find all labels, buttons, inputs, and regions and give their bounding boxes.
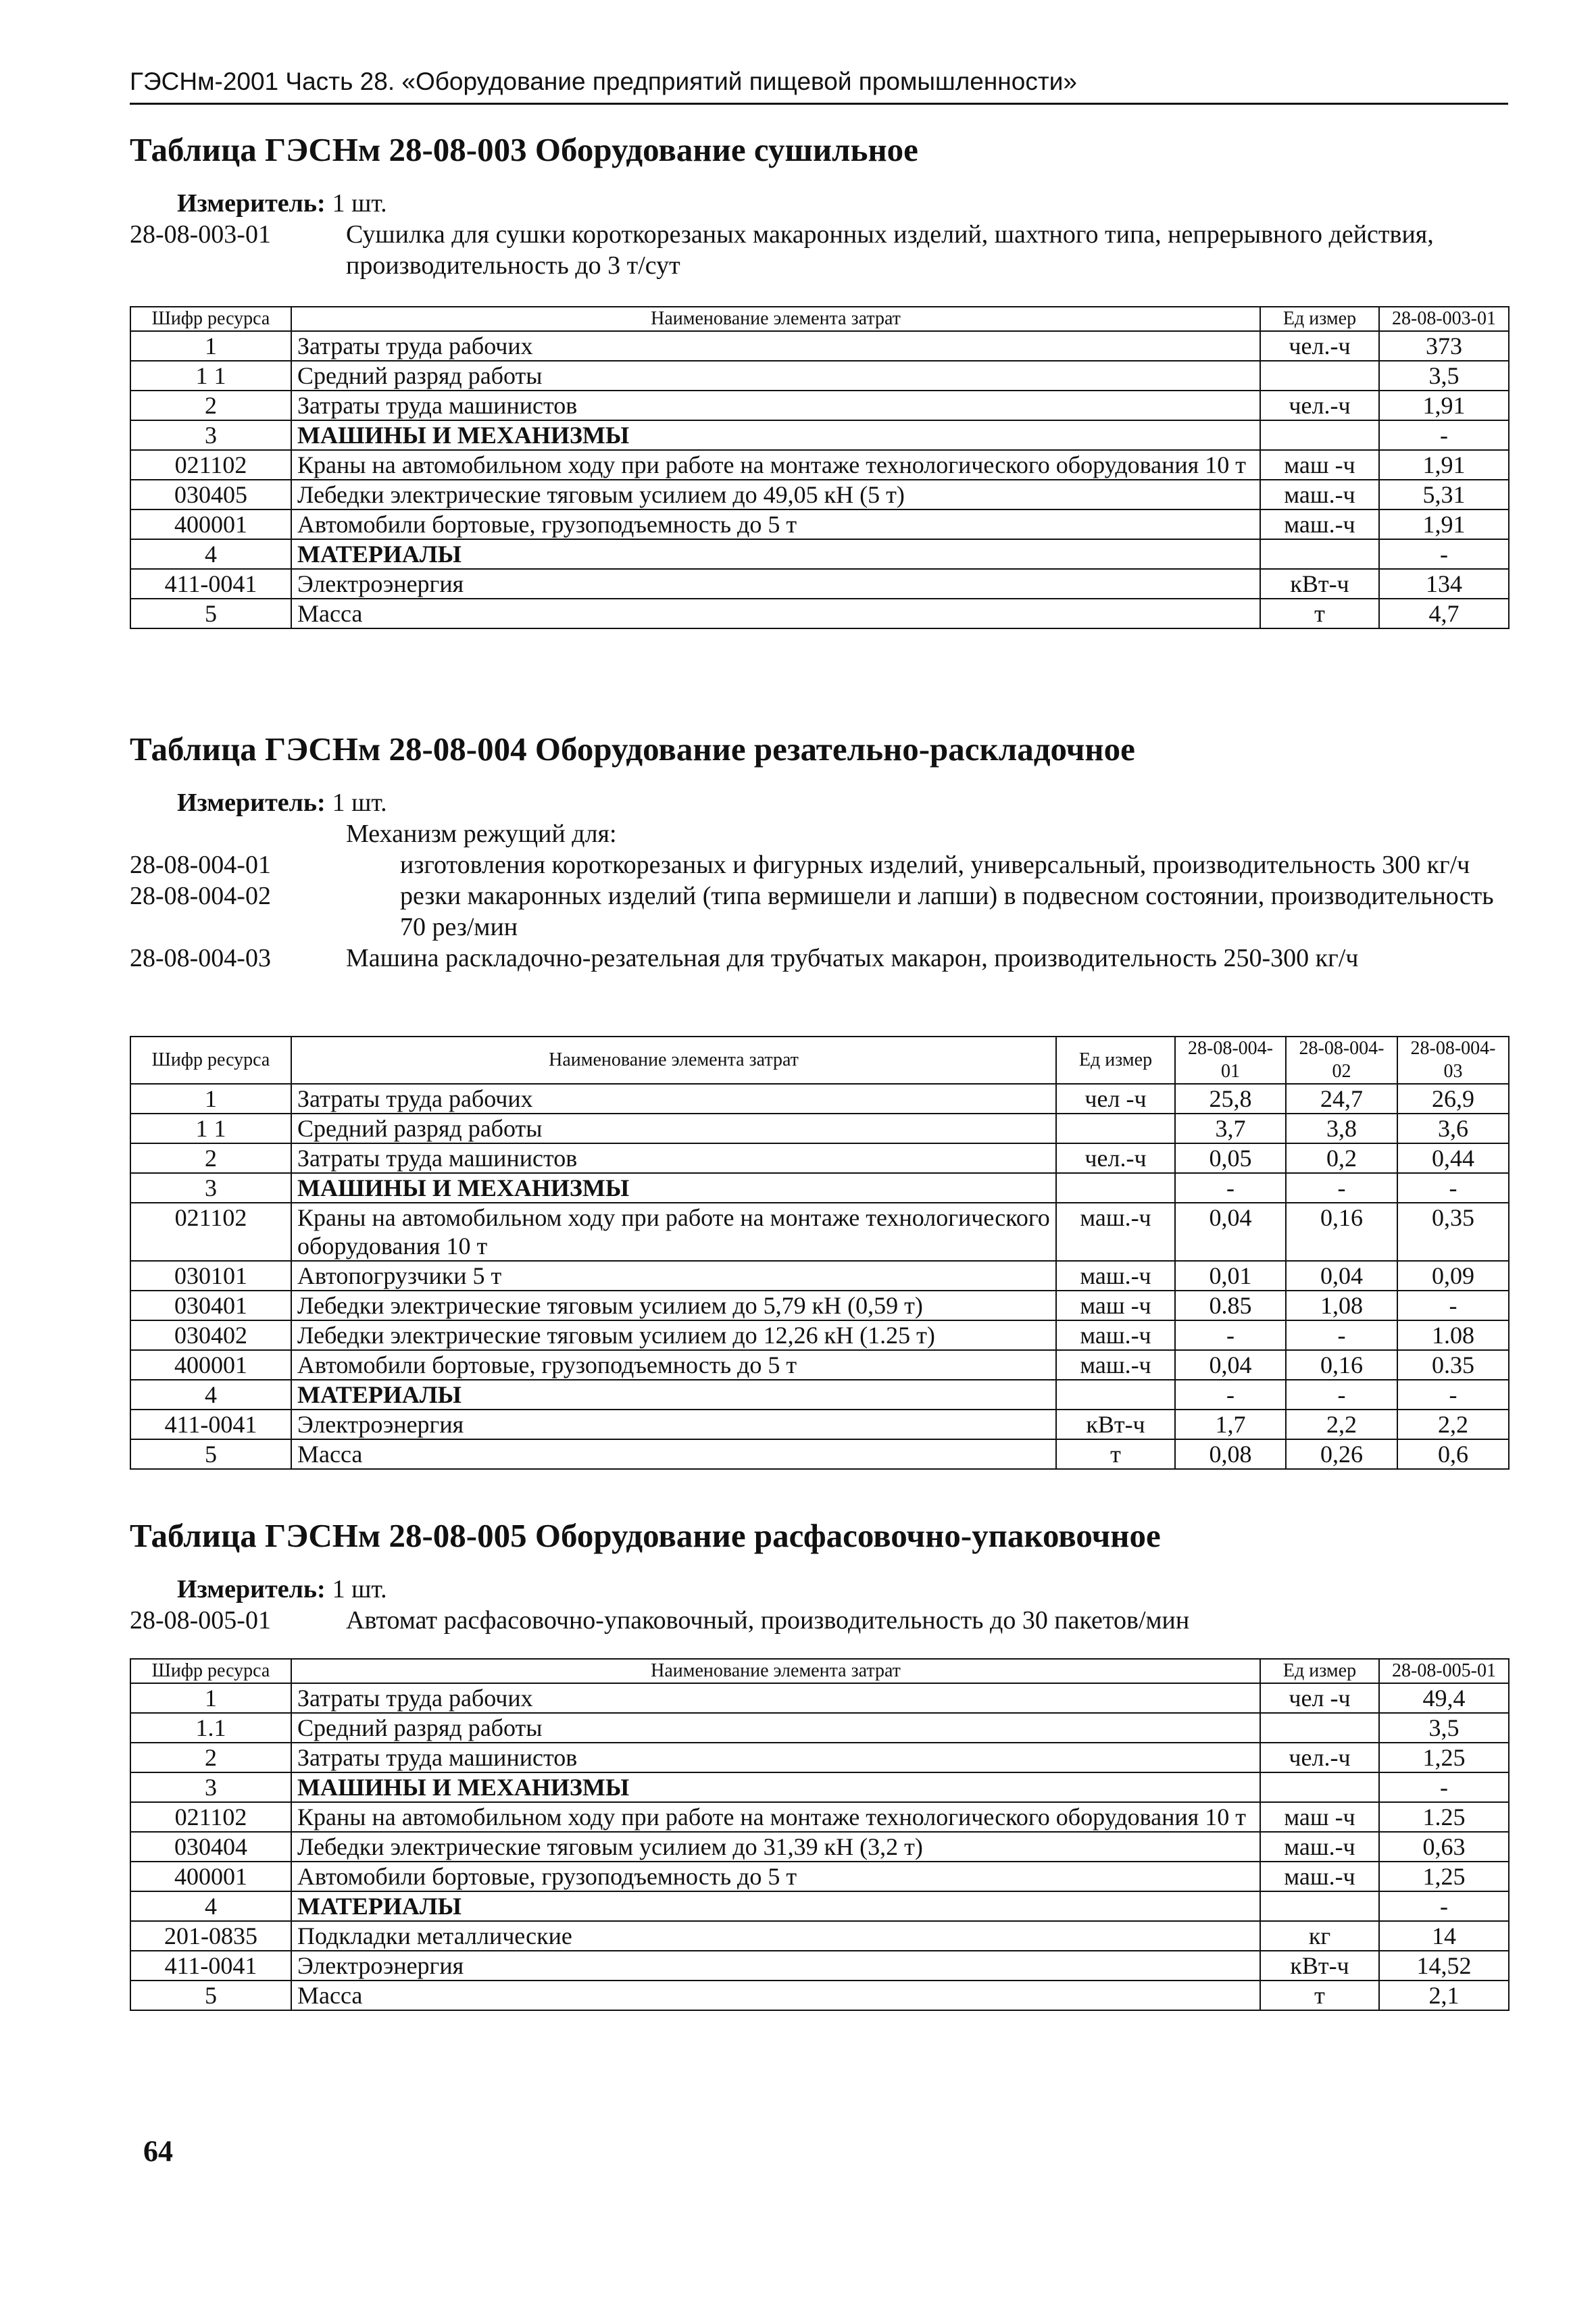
cell-value: - (1175, 1380, 1286, 1410)
cell-code: 030401 (130, 1291, 291, 1320)
cell-name: МАТЕРИАЛЫ (291, 1380, 1056, 1410)
cell-value: 2,2 (1397, 1410, 1509, 1439)
cell-value: - (1397, 1291, 1509, 1320)
cell-unit (1056, 1173, 1175, 1203)
cell-unit: т (1260, 1981, 1379, 2010)
table-row (130, 539, 1509, 569)
cell-code: 411-0041 (130, 1410, 291, 1439)
cell-name: Автомобили бортовые, грузоподъемность до 5 т (291, 509, 1260, 539)
cell-value: 0,26 (1286, 1439, 1397, 1469)
cell-value: 3,8 (1286, 1114, 1397, 1143)
cell-unit: чел.-ч (1260, 391, 1379, 420)
table-row (130, 420, 1509, 450)
cell-value: 5,31 (1379, 480, 1509, 509)
table-row (130, 1713, 1509, 1743)
cell-code: 030402 (130, 1320, 291, 1350)
cell-value: 3,6 (1397, 1114, 1509, 1143)
cell-code: 5 (130, 1981, 291, 2010)
item-row (130, 849, 1508, 880)
table-row (130, 1261, 1509, 1291)
item-row (130, 1605, 1508, 1636)
cell-code: 030101 (130, 1261, 291, 1291)
cell-code: 021102 (130, 1802, 291, 1832)
column-header-value: 28-08-005-01 (1379, 1659, 1509, 1683)
cell-value: 0,08 (1175, 1439, 1286, 1469)
cell-value: 14,52 (1379, 1951, 1509, 1981)
cell-unit (1260, 1891, 1379, 1921)
cell-name: Затраты труда машинистов (291, 1143, 1056, 1173)
cell-code: 021102 (130, 450, 291, 480)
table-body (130, 1683, 1509, 2010)
table-row (130, 1921, 1509, 1951)
cell-value: 2,1 (1379, 1981, 1509, 2010)
resource-table (130, 1658, 1510, 2011)
meter (177, 788, 1508, 819)
cell-code: 030405 (130, 480, 291, 509)
cell-name: Затраты труда машинистов (291, 1743, 1260, 1772)
cell-code: 1 (130, 1084, 291, 1114)
table-row (130, 1862, 1509, 1891)
cell-name: Масса (291, 1981, 1260, 2010)
cell-name: МАШИНЫ И МЕХАНИЗМЫ (291, 420, 1260, 450)
table-row (130, 1772, 1509, 1802)
cell-value: 0.85 (1175, 1291, 1286, 1320)
cell-name: Средний разряд работы (291, 1114, 1056, 1143)
cell-code: 4 (130, 539, 291, 569)
cell-name: Масса (291, 599, 1260, 628)
column-header-code: Шифр ресурса (130, 307, 291, 331)
cell-value: 3,5 (1379, 361, 1509, 391)
section-title: Таблица ГЭСНм 28-08-004 Оборудование резательно-раскладочное (130, 730, 1135, 768)
cell-name: МАШИНЫ И МЕХАНИЗМЫ (291, 1772, 1260, 1802)
cell-unit: маш.-ч (1056, 1203, 1175, 1261)
item-code: 28-08-003-01 (130, 220, 271, 249)
cell-value: 0,35 (1397, 1203, 1509, 1261)
table-row (130, 599, 1509, 628)
cell-unit: маш -ч (1260, 450, 1379, 480)
column-header-value: 28-08-004-02 (1286, 1037, 1397, 1084)
cell-value: 26,9 (1397, 1084, 1509, 1114)
cell-value: 1,7 (1175, 1410, 1286, 1439)
column-header-unit: Ед измер (1260, 307, 1379, 331)
cell-unit (1260, 1772, 1379, 1802)
resource-table (130, 306, 1510, 629)
table-row (130, 391, 1509, 420)
cell-unit (1056, 1380, 1175, 1410)
cell-unit: чел.-ч (1056, 1143, 1175, 1173)
cell-value: 14 (1379, 1921, 1509, 1951)
table-row (130, 1981, 1509, 2010)
cell-value: 1,08 (1286, 1291, 1397, 1320)
cell-code: 400001 (130, 509, 291, 539)
table-row (130, 1114, 1509, 1143)
cell-name: Лебедки электрические тяговым усилием до 31,39 кН (3,2 т) (291, 1832, 1260, 1862)
cell-value: 2,2 (1286, 1410, 1397, 1439)
cell-value: 0,63 (1379, 1832, 1509, 1862)
table-row (130, 1291, 1509, 1320)
cell-name: МАТЕРИАЛЫ (291, 539, 1260, 569)
cell-name: Лебедки электрические тяговым усилием до 12,26 кН (1.25 т) (291, 1320, 1056, 1350)
cell-unit: маш.-ч (1056, 1320, 1175, 1350)
cell-unit: кг (1260, 1921, 1379, 1951)
table-row (130, 1832, 1509, 1862)
cell-value: 24,7 (1286, 1084, 1397, 1114)
table-row (130, 1951, 1509, 1981)
cell-code: 030404 (130, 1832, 291, 1862)
cell-value: - (1286, 1320, 1397, 1350)
cell-value: 0,44 (1397, 1143, 1509, 1173)
cell-code: 400001 (130, 1862, 291, 1891)
cell-name: Электроэнергия (291, 1951, 1260, 1981)
cell-unit: маш.-ч (1260, 509, 1379, 539)
cell-value: 0,6 (1397, 1439, 1509, 1469)
table-row (130, 569, 1509, 599)
table-row (130, 1410, 1509, 1439)
cell-value: 1.08 (1397, 1320, 1509, 1350)
section-title: Таблица ГЭСНм 28-08-003 Оборудование сушильное (130, 131, 918, 168)
column-header-value: 28-08-004-03 (1397, 1037, 1509, 1084)
cell-value: 1,91 (1379, 450, 1509, 480)
cell-value: - (1175, 1320, 1286, 1350)
cell-unit: т (1260, 599, 1379, 628)
cell-value: 1,25 (1379, 1862, 1509, 1891)
cell-code: 3 (130, 1772, 291, 1802)
cell-name: Затраты труда рабочих (291, 1683, 1260, 1713)
cell-code: 3 (130, 1173, 291, 1203)
section-28-08-005 (130, 1517, 1508, 2009)
table-row (130, 1439, 1509, 1469)
meter-label: Измеритель: (177, 788, 326, 817)
cell-code: 5 (130, 1439, 291, 1469)
cell-name: Электроэнергия (291, 1410, 1056, 1439)
table-header-row (130, 1659, 1509, 1683)
section-title: Таблица ГЭСНм 28-08-005 Оборудование расфасовочно-упаковочное (130, 1517, 1161, 1554)
cell-unit: чел.-ч (1260, 1743, 1379, 1772)
cell-unit: чел.-ч (1260, 331, 1379, 361)
cell-name: Лебедки электрические тяговым усилием до 5,79 кН (0,59 т) (291, 1291, 1056, 1320)
cell-code: 3 (130, 420, 291, 450)
cell-code: 411-0041 (130, 1951, 291, 1981)
table-header-row (130, 307, 1509, 331)
item-code: 28-08-005-01 (130, 1606, 271, 1635)
table-body (130, 331, 1509, 628)
cell-value: - (1397, 1380, 1509, 1410)
item-description: изготовления короткорезаных и фигурных изделий, универсальный, производительность 300 кг/ч (400, 851, 1470, 880)
cell-code: 400001 (130, 1350, 291, 1380)
cell-value: 0,04 (1175, 1350, 1286, 1380)
meter-value: 1 шт. (332, 1574, 387, 1603)
cell-value: 0,04 (1175, 1203, 1286, 1261)
table-row (130, 450, 1509, 480)
cell-value: - (1286, 1380, 1397, 1410)
column-header-name: Наименование элемента затрат (291, 1037, 1056, 1084)
cell-name: МАШИНЫ И МЕХАНИЗМЫ (291, 1173, 1056, 1203)
item-row (130, 219, 1508, 281)
cell-value: 0,16 (1286, 1203, 1397, 1261)
cell-name: Затраты труда машинистов (291, 391, 1260, 420)
cell-name: Электроэнергия (291, 569, 1260, 599)
cell-name: Подкладки металлические (291, 1921, 1260, 1951)
cell-value: 4,7 (1379, 599, 1509, 628)
column-header-name: Наименование элемента затрат (291, 307, 1260, 331)
cell-code: 4 (130, 1891, 291, 1921)
cell-unit: чел -ч (1056, 1084, 1175, 1114)
table-row (130, 509, 1509, 539)
cell-unit: кВт-ч (1260, 1951, 1379, 1981)
resource-table (130, 1036, 1510, 1470)
cell-name: Автомобили бортовые, грузоподъемность до 5 т (291, 1862, 1260, 1891)
cell-unit: маш -ч (1260, 1802, 1379, 1832)
table-row (130, 1683, 1509, 1713)
cell-code: 1 1 (130, 361, 291, 391)
section-28-08-004 (130, 730, 1508, 1468)
cell-code: 2 (130, 1743, 291, 1772)
cell-value: 3,5 (1379, 1713, 1509, 1743)
cell-code: 021102 (130, 1203, 291, 1261)
page-number: 64 (143, 2135, 173, 2168)
section-intro: Механизм режущий для: (346, 820, 617, 849)
cell-code: 1 1 (130, 1114, 291, 1143)
cell-unit: чел -ч (1260, 1683, 1379, 1713)
item-row (130, 943, 1508, 974)
cell-name: Лебедки электрические тяговым усилием до 49,05 кН (5 т) (291, 480, 1260, 509)
table-row (130, 1380, 1509, 1410)
column-header-unit: Ед измер (1056, 1037, 1175, 1084)
cell-name: Автомобили бортовые, грузоподъемность до 5 т (291, 1350, 1056, 1380)
table-row (130, 1350, 1509, 1380)
cell-value: 49,4 (1379, 1683, 1509, 1713)
cell-name: Масса (291, 1439, 1056, 1469)
cell-value: 0,05 (1175, 1143, 1286, 1173)
item-code: 28-08-004-03 (130, 944, 271, 973)
item-description: резки макаронных изделий (типа вермишели и лапши) в подвесном состоянии, производительность 70 рез/мин (400, 882, 1494, 942)
column-header-code: Шифр ресурса (130, 1659, 291, 1683)
table-row (130, 1743, 1509, 1772)
cell-unit: маш.-ч (1260, 480, 1379, 509)
column-header-name: Наименование элемента затрат (291, 1659, 1260, 1683)
cell-name: Средний разряд работы (291, 1713, 1260, 1743)
cell-name: Краны на автомобильном ходу при работе на монтаже технологического оборудования 10 т (291, 1203, 1056, 1261)
cell-value: 1,25 (1379, 1743, 1509, 1772)
item-code: 28-08-004-01 (130, 851, 271, 880)
cell-name: Затраты труда рабочих (291, 1084, 1056, 1114)
meter-value: 1 шт. (332, 189, 387, 218)
cell-unit: кВт-ч (1056, 1410, 1175, 1439)
cell-unit: кВт-ч (1260, 569, 1379, 599)
cell-unit: т (1056, 1439, 1175, 1469)
column-header-value: 28-08-003-01 (1379, 307, 1509, 331)
cell-value: - (1379, 1772, 1509, 1802)
cell-value: 25,8 (1175, 1084, 1286, 1114)
cell-code: 2 (130, 1143, 291, 1173)
cell-code: 1.1 (130, 1713, 291, 1743)
table-row (130, 1203, 1509, 1261)
cell-code: 411-0041 (130, 569, 291, 599)
cell-value: - (1175, 1173, 1286, 1203)
cell-code: 1 (130, 331, 291, 361)
cell-code: 4 (130, 1380, 291, 1410)
item-description: Сушилка для сушки короткорезаных макаронных изделий, шахтного типа, непрерывного действия, производительность до 3 т/сут (346, 220, 1434, 280)
cell-unit: маш.-ч (1056, 1261, 1175, 1291)
table-row (130, 1084, 1509, 1114)
cell-value: - (1379, 1891, 1509, 1921)
cell-code: 1 (130, 1683, 291, 1713)
cell-value: 0,01 (1175, 1261, 1286, 1291)
cell-name: Краны на автомобильном ходу при работе на монтаже технологического оборудования 10 т (291, 1802, 1260, 1832)
cell-unit: маш -ч (1056, 1291, 1175, 1320)
cell-name: Средний разряд работы (291, 361, 1260, 391)
meter (177, 189, 1508, 220)
table-row (130, 1143, 1509, 1173)
item-row (130, 880, 1508, 943)
table-header-row (130, 1037, 1509, 1084)
cell-value: 0,09 (1397, 1261, 1509, 1291)
cell-value: 373 (1379, 331, 1509, 361)
cell-name: Краны на автомобильном ходу при работе на монтаже технологического оборудования 10 т (291, 450, 1260, 480)
table-row (130, 331, 1509, 361)
table-row (130, 1802, 1509, 1832)
cell-value: 0,16 (1286, 1350, 1397, 1380)
cell-value: 1,91 (1379, 391, 1509, 420)
table-row (130, 1320, 1509, 1350)
cell-name: МАТЕРИАЛЫ (291, 1891, 1260, 1921)
cell-unit: маш.-ч (1056, 1350, 1175, 1380)
cell-value: 134 (1379, 569, 1509, 599)
running-header: ГЭСНм-2001 Часть 28. «Оборудование предприятий пищевой промышленности» (130, 68, 1508, 105)
table-row (130, 361, 1509, 391)
cell-code: 201-0835 (130, 1921, 291, 1951)
cell-value: 0,04 (1286, 1261, 1397, 1291)
cell-value: - (1397, 1173, 1509, 1203)
item-description: Автомат расфасовочно-упаковочный, производительность до 30 пакетов/мин (346, 1606, 1190, 1635)
table-row (130, 1891, 1509, 1921)
section-28-08-003 (130, 131, 1508, 627)
cell-value: 0,2 (1286, 1143, 1397, 1173)
column-header-value: 28-08-004-01 (1175, 1037, 1286, 1084)
cell-unit (1260, 539, 1379, 569)
cell-name: Автопогрузчики 5 т (291, 1261, 1056, 1291)
item-code: 28-08-004-02 (130, 882, 271, 911)
table-body (130, 1084, 1509, 1469)
meter-label: Измеритель: (177, 1574, 326, 1603)
cell-code: 5 (130, 599, 291, 628)
cell-unit: маш.-ч (1260, 1832, 1379, 1862)
cell-unit: маш.-ч (1260, 1862, 1379, 1891)
cell-unit (1056, 1114, 1175, 1143)
cell-code: 2 (130, 391, 291, 420)
cell-value: - (1379, 539, 1509, 569)
cell-unit (1260, 1713, 1379, 1743)
cell-value: 3,7 (1175, 1114, 1286, 1143)
cell-value: - (1286, 1173, 1397, 1203)
cell-name: Затраты труда рабочих (291, 331, 1260, 361)
cell-value: 0.35 (1397, 1350, 1509, 1380)
item-description: Машина раскладочно-резательная для трубчатых макарон, производительность 250-300 кг/ч (346, 944, 1359, 973)
table-row (130, 480, 1509, 509)
cell-value: 1.25 (1379, 1802, 1509, 1832)
meter-value: 1 шт. (332, 788, 387, 817)
cell-value: - (1379, 420, 1509, 450)
column-header-unit: Ед измер (1260, 1659, 1379, 1683)
meter-label: Измеритель: (177, 189, 326, 218)
cell-unit (1260, 420, 1379, 450)
cell-value: 1,91 (1379, 509, 1509, 539)
meter (177, 1574, 1508, 1605)
cell-unit (1260, 361, 1379, 391)
column-header-code: Шифр ресурса (130, 1037, 291, 1084)
table-row (130, 1173, 1509, 1203)
